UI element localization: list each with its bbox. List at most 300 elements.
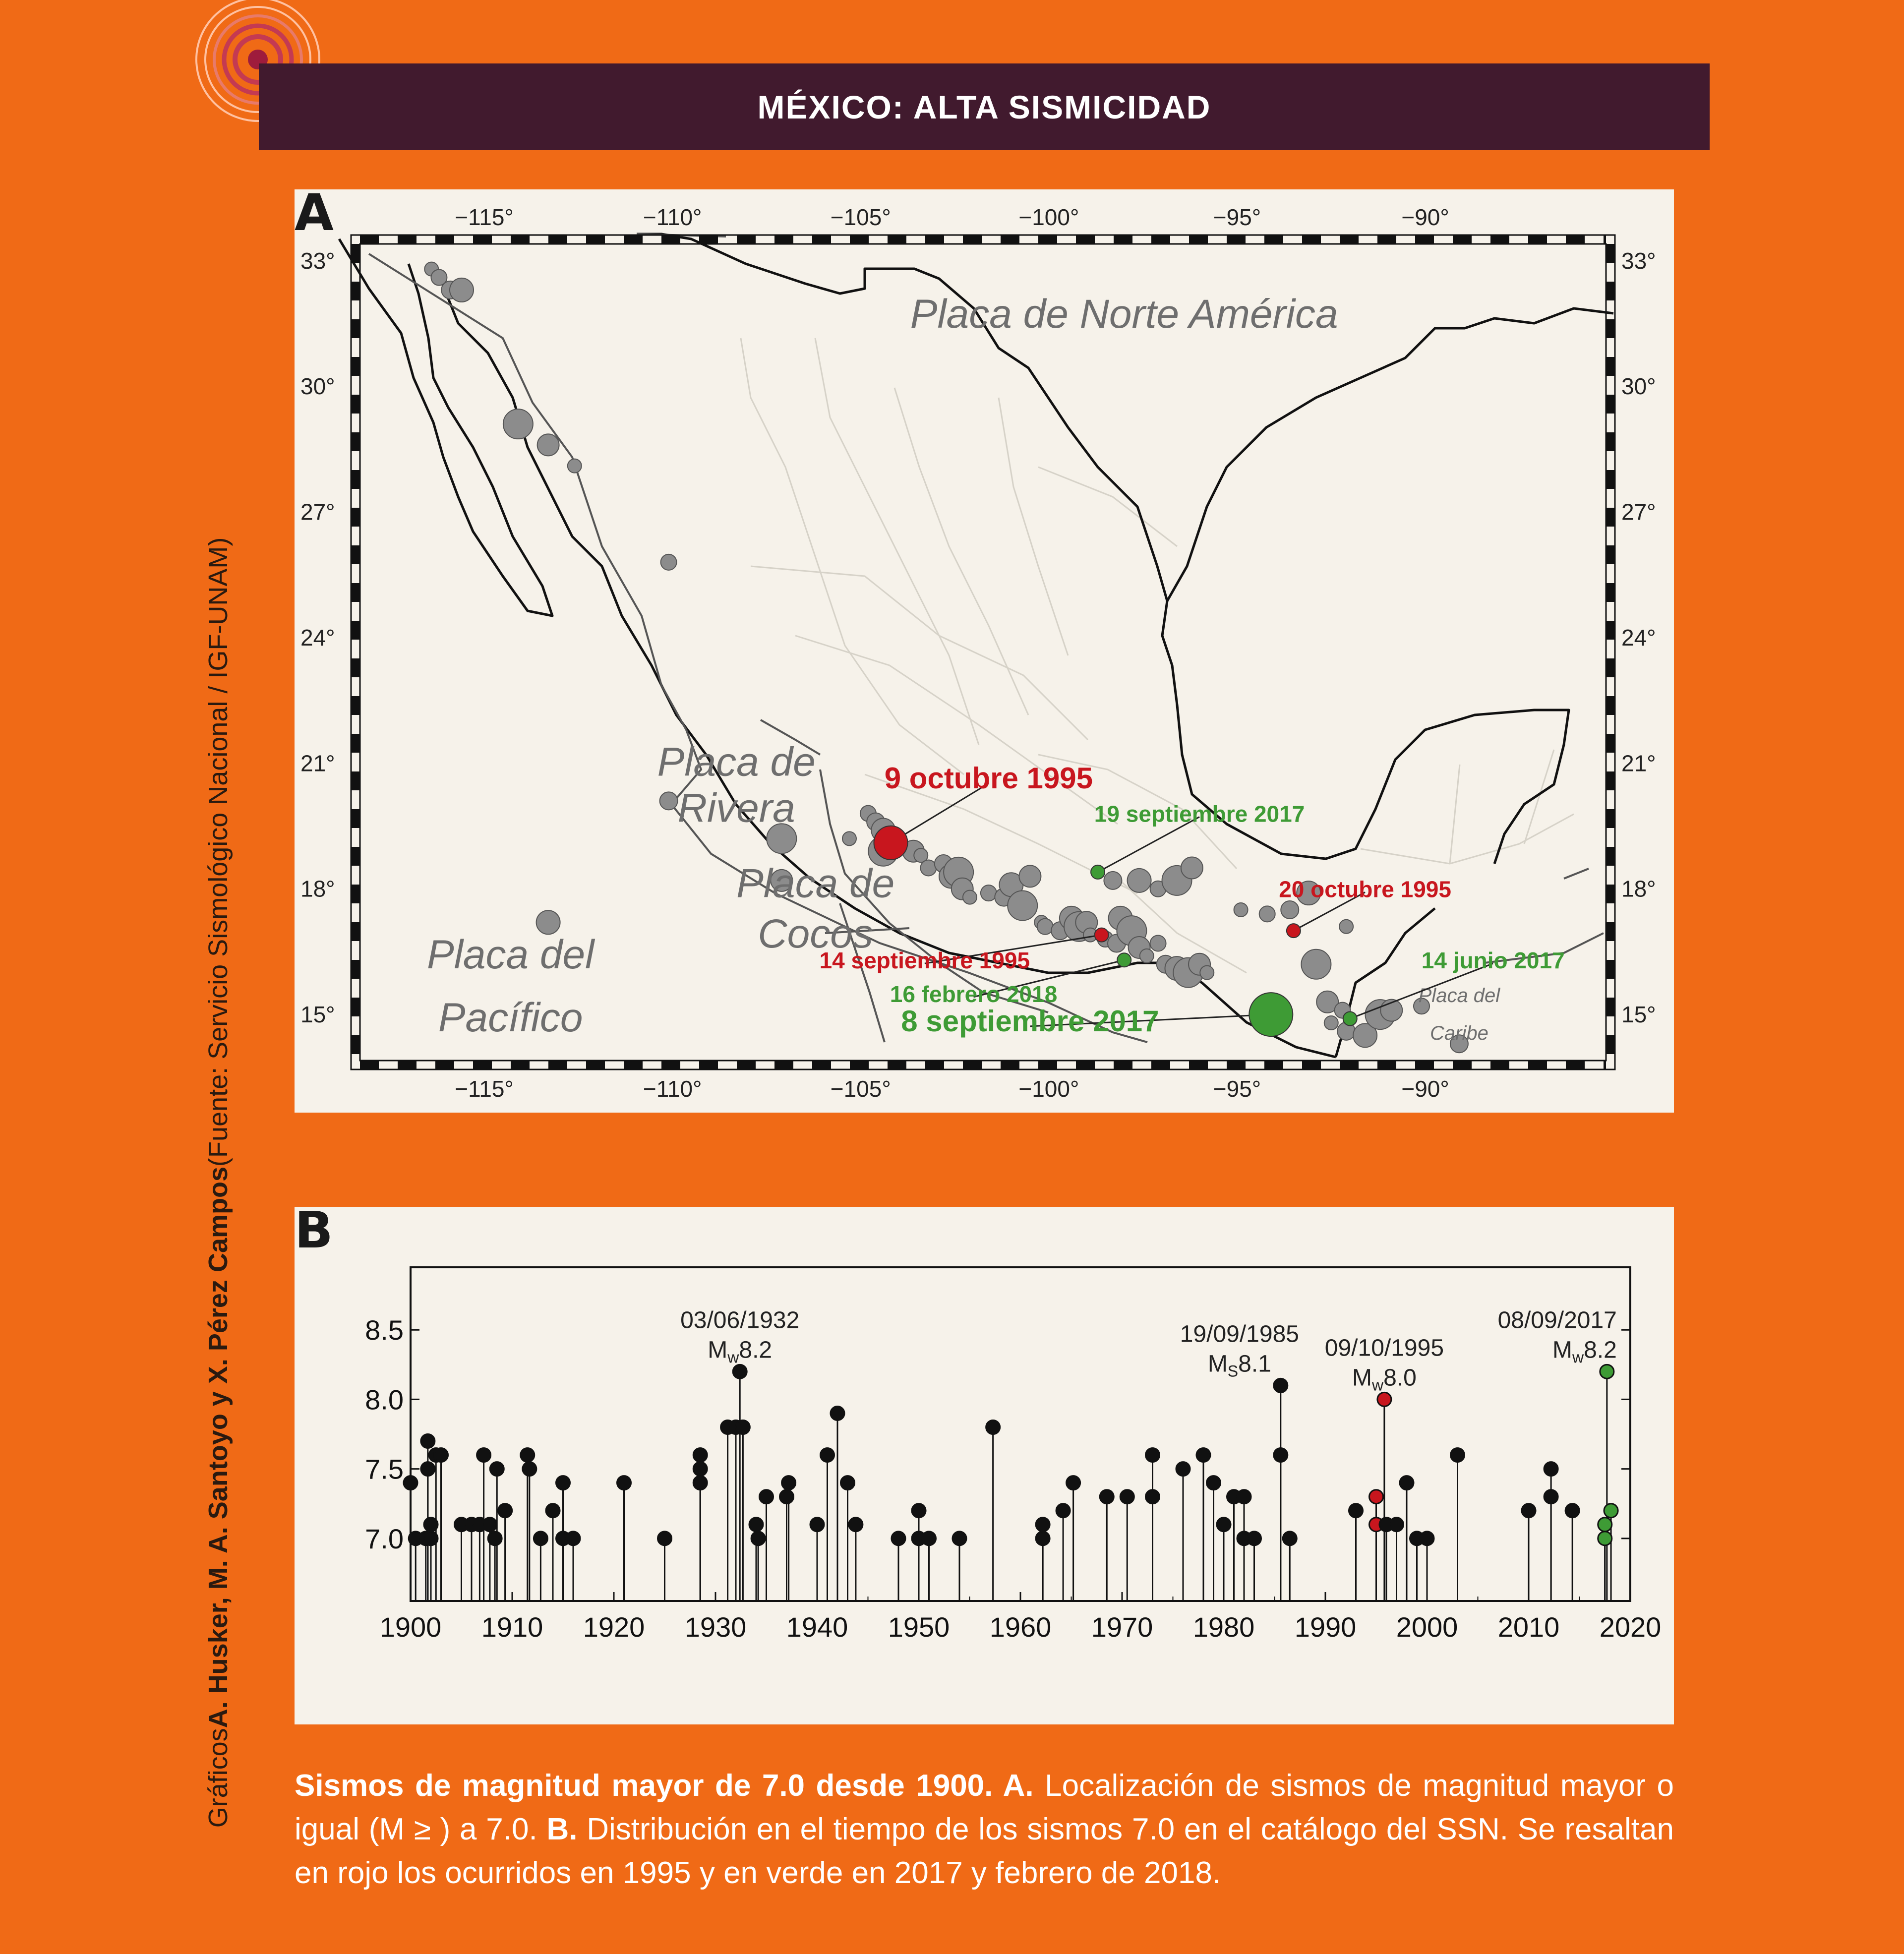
plate-label: Placa del (427, 932, 595, 978)
timeline-point (421, 1462, 435, 1476)
map-x-tick-top: −105° (830, 204, 891, 230)
timeline-point (912, 1504, 926, 1518)
grey-earthquake-marker (1234, 903, 1248, 917)
frame-tick (1189, 1061, 1208, 1069)
map-y-tick-right: 15° (1621, 1002, 1656, 1028)
plate-label: Pacífico (438, 995, 583, 1040)
map-y-tick-left: 24° (300, 624, 335, 651)
timeline-x-tick-label: 1970 (1091, 1611, 1153, 1643)
frame-tick (1606, 1035, 1615, 1054)
frame-tick (351, 319, 360, 338)
frame-tick (774, 1061, 793, 1069)
event-date-label: 9 octubre 1995 (884, 762, 1093, 795)
frame-tick (1340, 1061, 1359, 1069)
grey-earthquake-marker (1140, 949, 1154, 963)
highlighted-earthquake-marker (1343, 1012, 1357, 1026)
frame-tick (1340, 235, 1359, 244)
frame-tick (1606, 244, 1615, 263)
timeline-point (1283, 1532, 1297, 1545)
frame-tick (1606, 922, 1615, 941)
timeline-point (892, 1532, 905, 1545)
grey-earthquake-marker (1259, 906, 1275, 922)
timeline-points (404, 1364, 1618, 1545)
timeline-stems (411, 1371, 1611, 1601)
frame-tick (1606, 696, 1615, 715)
frame-tick (1415, 235, 1434, 244)
frame-tick (1606, 885, 1615, 903)
timeline-point (986, 1420, 1000, 1434)
map-x-tick-top: −115° (455, 204, 514, 230)
timeline-point (498, 1504, 512, 1518)
timeline-point (556, 1476, 570, 1490)
timeline-point (1377, 1392, 1391, 1406)
timeline-point (1176, 1462, 1190, 1476)
frame-tick (1038, 235, 1057, 244)
frame-tick (925, 235, 944, 244)
timeline-x-tick-label: 2010 (1497, 1611, 1560, 1643)
timeline-point (1451, 1448, 1465, 1462)
magnitude-subscript: S (1227, 1362, 1239, 1380)
earthquake-map (295, 189, 1674, 1113)
frame-tick (586, 1061, 605, 1069)
timeline-point (1349, 1504, 1363, 1518)
frame-tick (351, 960, 360, 979)
frame-tick (661, 235, 680, 244)
frame-tick (699, 1061, 718, 1069)
timeline-point (1036, 1532, 1050, 1545)
timeline-point (952, 1532, 966, 1545)
frame-tick (1114, 1061, 1132, 1069)
grey-earthquake-marker (1181, 857, 1203, 879)
frame-tick (1151, 235, 1170, 244)
grey-earthquake-marker (1037, 919, 1053, 935)
grey-earthquake-marker (660, 792, 678, 810)
timeline-point (546, 1504, 560, 1518)
map-y-tick-right: 30° (1621, 373, 1656, 400)
timeline-point (424, 1532, 438, 1545)
timeline-point (483, 1518, 497, 1532)
timeline-point (1544, 1490, 1558, 1504)
timeline-point (534, 1532, 547, 1545)
frame-tick (351, 545, 360, 564)
frame-tick (351, 734, 360, 753)
frame-tick (1606, 583, 1615, 602)
grey-earthquake-marker (568, 459, 582, 473)
timeline-annotation-magnitude (1352, 1364, 1417, 1394)
magnitude-prefix: M (1352, 1364, 1372, 1391)
timeline-point (421, 1434, 435, 1448)
frame-tick (1001, 1061, 1019, 1069)
frame-tick (1227, 1061, 1246, 1069)
frame-tick (511, 1061, 530, 1069)
frame-tick (511, 235, 530, 244)
grey-earthquake-marker (981, 885, 997, 901)
frame-tick (888, 235, 906, 244)
grey-earthquake-marker (661, 554, 677, 570)
timeline-y-tick-label: 8.5 (365, 1314, 404, 1346)
timeline-x-tick-label: 1930 (684, 1611, 747, 1643)
map-x-tick-top: −100° (1018, 204, 1079, 230)
timeline-point (1248, 1532, 1261, 1545)
frame-tick (1453, 1061, 1472, 1069)
map-y-tick-right: 24° (1621, 624, 1656, 651)
frame-tick (963, 235, 982, 244)
event-date-label: 16 febrero 2018 (890, 981, 1058, 1007)
frame-tick (1001, 235, 1019, 244)
magnitude-timeline-chart (295, 1207, 1674, 1724)
map-y-tick-right: 21° (1621, 750, 1656, 776)
frame-tick (1490, 1061, 1509, 1069)
timeline-x-tick-label: 1990 (1294, 1611, 1357, 1643)
timeline-point (1067, 1476, 1080, 1490)
frame-tick (1606, 847, 1615, 866)
frame-tick (1606, 508, 1615, 527)
frame-tick (351, 244, 360, 263)
grey-earthquake-marker (1339, 920, 1353, 934)
frame-tick (1076, 1061, 1095, 1069)
timeline-point (434, 1448, 448, 1462)
frame-tick (1264, 1061, 1283, 1069)
frame-tick (1606, 734, 1615, 753)
timeline-axes (365, 1267, 1661, 1643)
event-date-label: 19 septiembre 2017 (1094, 801, 1305, 827)
frame-tick (888, 1061, 906, 1069)
timeline-point (1274, 1448, 1288, 1462)
map-x-tick-bottom: −105° (830, 1076, 891, 1102)
frame-tick (1606, 319, 1615, 338)
timeline-panel (295, 1201, 1674, 1724)
timeline-point (782, 1476, 796, 1490)
timeline-point (1146, 1490, 1160, 1504)
plate-label: Cocos (758, 911, 873, 956)
frame-tick (1151, 1061, 1170, 1069)
map-y-tick-left: 15° (300, 1002, 335, 1028)
map-y-tick-left: 21° (300, 750, 335, 776)
timeline-plot-frame (411, 1267, 1630, 1601)
map-y-tick-left: 18° (300, 876, 335, 902)
magnitude-prefix: M (1207, 1351, 1228, 1377)
magnitude-value: 8.2 (739, 1337, 773, 1363)
event-date-label: 8 septiembre 2017 (901, 1004, 1159, 1038)
map-x-tick-bottom: −95° (1213, 1076, 1261, 1102)
timeline-y-tick-label: 8.0 (365, 1384, 404, 1416)
grey-earthquake-marker (963, 890, 977, 904)
grey-earthquake-marker (1324, 1016, 1338, 1030)
frame-tick (351, 621, 360, 640)
timeline-x-tick-label: 1920 (583, 1611, 645, 1643)
frame-tick (1606, 809, 1615, 828)
highlighted-earthquake-marker (1091, 865, 1105, 879)
timeline-point (1196, 1448, 1210, 1462)
timeline-point (1274, 1378, 1288, 1392)
timeline-point (1400, 1476, 1414, 1490)
magnitude-prefix: M (1552, 1337, 1573, 1363)
frame-tick (1606, 470, 1615, 489)
frame-tick (351, 922, 360, 941)
timeline-point (1120, 1490, 1134, 1504)
frame-tick (1566, 235, 1585, 244)
frame-tick (1490, 235, 1509, 244)
event-date-label: 14 junio 2017 (1421, 947, 1565, 974)
frame-tick (1377, 235, 1396, 244)
timeline-point (841, 1476, 855, 1490)
plate-label: Placa de (736, 861, 895, 906)
magnitude-value: 8.1 (1238, 1351, 1271, 1377)
magnitude-subscript: w (1572, 1348, 1584, 1366)
magnitude-subscript: w (1371, 1376, 1384, 1394)
credit-prefix: Gráficos (203, 1728, 233, 1828)
timeline-x-tick-label: 1900 (379, 1611, 442, 1643)
frame-tick (351, 282, 360, 300)
timeline-point (693, 1462, 707, 1476)
frame-tick (1606, 395, 1615, 414)
timeline-annotation-date: 08/09/2017 (1497, 1307, 1617, 1334)
timeline-y-tick-label: 7.5 (365, 1453, 404, 1485)
credit-line (193, 471, 243, 1894)
frame-tick (351, 809, 360, 828)
grey-earthquake-marker (1200, 966, 1214, 980)
plate-label: Rivera (677, 785, 795, 831)
frame-tick (850, 1061, 869, 1069)
map-y-tick-right: 33° (1621, 247, 1656, 274)
caption-text-1: Localización de sismos de magnitud mayor o igual (M ≥ ) a 7.0. (295, 1769, 1674, 1846)
frame-tick (1528, 1061, 1547, 1069)
map-x-tick-bottom: −115° (455, 1076, 514, 1102)
frame-tick (774, 235, 793, 244)
timeline-point (736, 1420, 750, 1434)
event-date-label: 20 octubre 1995 (1279, 876, 1451, 902)
frame-tick (963, 1061, 982, 1069)
frame-tick (351, 771, 360, 790)
panel-a-label: A (295, 183, 334, 242)
frame-tick (351, 357, 360, 376)
grey-earthquake-marker (537, 434, 559, 456)
map-x-tick-top: −110° (643, 204, 702, 230)
timeline-annotations (680, 1307, 1617, 1394)
map-x-tick-top: −90° (1401, 204, 1449, 230)
frame-tick (1528, 235, 1547, 244)
frame-tick (1606, 545, 1615, 564)
timeline-point (566, 1532, 580, 1545)
timeline-point (1100, 1490, 1114, 1504)
map-x-tick-bottom: −90° (1401, 1076, 1449, 1102)
timeline-point (693, 1448, 707, 1462)
highlighted-earthquake-marker (1287, 924, 1301, 938)
timeline-point (658, 1532, 672, 1545)
timeline-x-tick-label: 1960 (989, 1611, 1052, 1643)
magnitude-value: 8.2 (1584, 1337, 1617, 1363)
timeline-point (1565, 1504, 1579, 1518)
frame-tick (473, 1061, 492, 1069)
frame-tick (351, 395, 360, 414)
frame-tick (1377, 1061, 1396, 1069)
frame-tick (1453, 235, 1472, 244)
grey-earthquake-marker (1150, 936, 1166, 951)
frame-tick (351, 470, 360, 489)
timeline-x-tick-label: 1980 (1192, 1611, 1255, 1643)
grey-earthquake-marker (1104, 872, 1122, 889)
map-x-tick-top: −95° (1213, 204, 1261, 230)
map-y-tick-right: 18° (1621, 876, 1656, 902)
plate-label: Placa del (1418, 984, 1500, 1007)
plate-label: Caribe (1429, 1022, 1488, 1044)
grey-earthquake-marker (842, 831, 856, 845)
frame-tick (624, 235, 643, 244)
map-y-tick-right: 27° (1621, 499, 1656, 525)
timeline-point (521, 1448, 535, 1462)
caption-bold-1: Sismos de magnitud mayor de 7.0 desde 1900. A. (295, 1769, 1034, 1803)
highlighted-earthquake-marker (1249, 993, 1293, 1036)
frame-tick (351, 998, 360, 1016)
frame-tick (398, 235, 416, 244)
timeline-point (404, 1476, 417, 1490)
frame-tick (1038, 1061, 1057, 1069)
highlighted-earthquake-marker (1095, 928, 1109, 942)
timeline-point (1146, 1448, 1160, 1462)
frame-tick (1189, 235, 1208, 244)
timeline-point (1522, 1504, 1536, 1518)
grey-earthquake-marker (1301, 949, 1331, 979)
panel-b-label: B (295, 1201, 333, 1260)
frame-tick (360, 1061, 379, 1069)
timeline-point (849, 1518, 863, 1532)
frame-tick (435, 235, 454, 244)
map-y-tick-left: 30° (300, 373, 335, 400)
timeline-point (922, 1532, 936, 1545)
page-title: MÉXICO: ALTA SISMICIDAD (259, 63, 1710, 150)
timeline-point (477, 1448, 491, 1462)
frame-tick (661, 1061, 680, 1069)
frame-tick (1606, 658, 1615, 677)
frame-tick (351, 508, 360, 527)
timeline-point (424, 1518, 438, 1532)
grey-earthquake-marker (450, 278, 474, 302)
magnitude-subscript: w (727, 1348, 739, 1366)
highlighted-earthquake-marker (1117, 953, 1131, 967)
map-x-tick-bottom: −110° (643, 1076, 702, 1102)
frame-tick (1114, 235, 1132, 244)
grey-earthquake-marker (536, 910, 560, 934)
frame-tick (351, 432, 360, 451)
timeline-point (1390, 1518, 1404, 1532)
caption-bold-2: B. (546, 1812, 578, 1846)
timeline-point (523, 1462, 536, 1476)
frame-tick (1302, 1061, 1321, 1069)
timeline-point (617, 1476, 631, 1490)
timeline-point (1598, 1518, 1612, 1532)
plate-labels (427, 292, 1500, 1044)
frame-tick (1264, 235, 1283, 244)
event-date-label: 14 septiembre 1995 (819, 947, 1030, 974)
frame-tick (473, 235, 492, 244)
frame-tick (1606, 771, 1615, 790)
frame-tick (1606, 282, 1615, 300)
grey-earthquake-marker (1019, 865, 1041, 887)
frame-tick (1606, 960, 1615, 979)
timeline-point (1369, 1490, 1383, 1504)
grey-earthquake-marker (1128, 869, 1151, 892)
frame-tick (351, 696, 360, 715)
timeline-point (1217, 1518, 1231, 1532)
frame-tick (548, 235, 567, 244)
timeline-x-tick-label: 1910 (481, 1611, 543, 1643)
frame-tick (1606, 998, 1615, 1016)
timeline-point (780, 1490, 794, 1504)
frame-tick (351, 583, 360, 602)
magnitude-prefix: M (708, 1337, 728, 1363)
timeline-point (1056, 1504, 1070, 1518)
credit-source: (Fuente: Servicio Sismológico Nacional / IGF-UNAM) (203, 537, 233, 1167)
timeline-point (1207, 1476, 1221, 1490)
timeline-annotation-date: 03/06/1932 (680, 1307, 800, 1334)
map-panel (295, 183, 1674, 1113)
timeline-point (490, 1462, 504, 1476)
frame-tick (624, 1061, 643, 1069)
map-y-tick-left: 27° (300, 499, 335, 525)
highlighted-earthquake-marker (874, 826, 907, 860)
frame-tick (435, 1061, 454, 1069)
credit-authors: A. Husker, M. A. Santoyo y X. Pérez Campos (203, 1166, 233, 1728)
timeline-point (693, 1476, 707, 1490)
timeline-y-tick-label: 7.0 (365, 1523, 404, 1554)
timeline-point (1544, 1462, 1558, 1476)
timeline-point (733, 1364, 747, 1378)
frame-tick (1604, 235, 1606, 244)
frame-tick (351, 885, 360, 903)
timeline-x-tick-label: 2020 (1599, 1611, 1662, 1643)
frame-tick (1227, 235, 1246, 244)
timeline-point (831, 1406, 844, 1420)
timeline-point (1036, 1518, 1050, 1532)
timeline-point (1598, 1532, 1612, 1545)
map-y-tick-left: 33° (300, 247, 335, 274)
frame-tick (737, 1061, 756, 1069)
frame-tick (1606, 357, 1615, 376)
grey-earthquake-marker (503, 409, 533, 439)
plate-label: Placa de (657, 739, 816, 785)
timeline-point (810, 1518, 824, 1532)
grey-earthquake-marker (920, 860, 936, 876)
frame-tick (351, 1035, 360, 1054)
frame-tick (699, 235, 718, 244)
timeline-x-tick-label: 2000 (1396, 1611, 1458, 1643)
timeline-point (488, 1532, 502, 1545)
timeline-annotation-magnitude (1552, 1337, 1617, 1366)
timeline-point (1237, 1490, 1251, 1504)
grey-earthquake-marker (1281, 901, 1299, 919)
frame-tick (351, 847, 360, 866)
timeline-point (1604, 1504, 1618, 1518)
timeline-point (1420, 1532, 1434, 1545)
timeline-annotation-date: 19/09/1985 (1180, 1321, 1299, 1348)
frame-tick (1415, 1061, 1434, 1069)
frame-tick (1604, 1061, 1606, 1069)
frame-tick (586, 235, 605, 244)
frame-tick (398, 1061, 416, 1069)
frame-tick (1566, 1061, 1585, 1069)
grey-earthquake-marker (1008, 890, 1037, 920)
timeline-x-tick-label: 1950 (888, 1611, 950, 1643)
frame-tick (1302, 235, 1321, 244)
frame-tick (548, 1061, 567, 1069)
timeline-point (751, 1532, 765, 1545)
timeline-annotation-date: 09/10/1995 (1324, 1335, 1444, 1362)
timeline-annotation-magnitude (708, 1337, 772, 1366)
timeline-x-tick-label: 1940 (786, 1611, 848, 1643)
timeline-point (749, 1518, 763, 1532)
frame-tick (850, 235, 869, 244)
frame-tick (812, 235, 831, 244)
